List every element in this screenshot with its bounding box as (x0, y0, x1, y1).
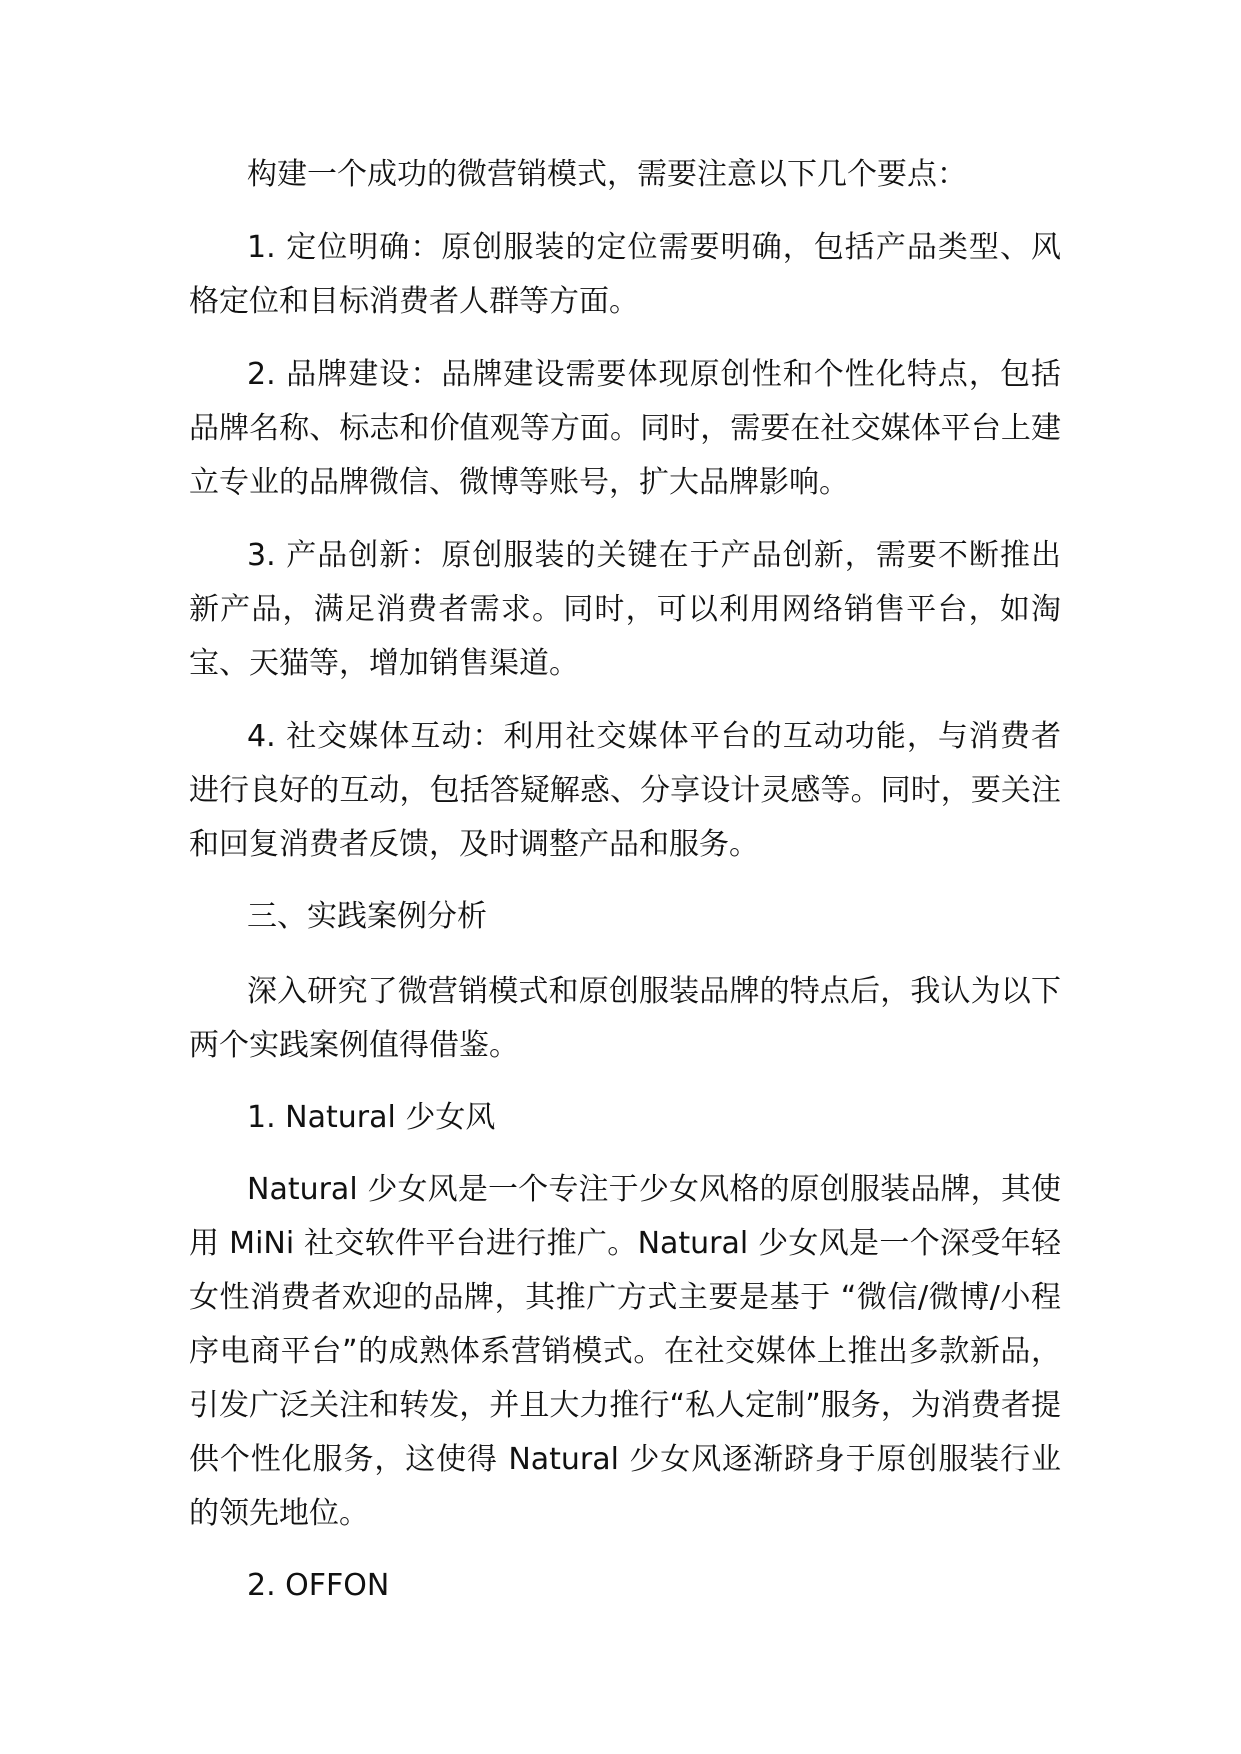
point-social-paragraph: 4. 社交媒体互动：利用社交媒体平台的互动功能，与消费者进行良好的互动，包括答疑解惑、分享设计灵感等。同时，要关注和回复消费者反馈，及时调整产品和服务。 (189, 719, 1061, 862)
point-branding-paragraph: 2. 品牌建设：品牌建设需要体现原创性和个性化特点，包括品牌名称、标志和价值观等方面。同时，需要在社交媒体平台上建立专业的品牌微信、微博等账号，扩大品牌影响。 (189, 357, 1061, 500)
point-positioning-paragraph: 1. 定位明确：原创服装的定位需要明确，包括产品类型、风格定位和目标消费者人群等方面。 (189, 230, 1061, 319)
section-heading: 三、实践案例分析 (247, 899, 487, 934)
case-1-paragraph: Natural 少女风是一个专注于少女风格的原创服装品牌，其使用 MiNi 社交软件平台进行推广。Natural 少女风是一个深受年轻女性消费者欢迎的品牌，其推广方式主要是基于 “微信/微博/小程序电商平台”的成熟体系营销模式。在社交媒体上推出多款新品，引发广泛关注和转发，并且大力推行“私人定制”服务，为消费者提供个性化服务，这使得 Natural 少女风逐渐跻身于原创服装行业的领先地位。 (189, 1172, 1061, 1531)
document-body (189, 148, 1061, 1613)
point-innovation-paragraph: 3. 产品创新：原创服装的关键在于产品创新，需要不断推出新产品，满足消费者需求。同时，可以利用网络销售平台，如淘宝、天猫等，增加销售渠道。 (189, 538, 1061, 681)
case-2-heading: 2. OFFON (247, 1568, 390, 1603)
case-intro-paragraph: 深入研究了微营销模式和原创服装品牌的特点后，我认为以下两个实践案例值得借鉴。 (189, 974, 1061, 1063)
intro-paragraph: 构建一个成功的微营销模式，需要注意以下几个要点： (247, 157, 967, 192)
case-1-heading: 1. Natural 少女风 (247, 1100, 496, 1135)
